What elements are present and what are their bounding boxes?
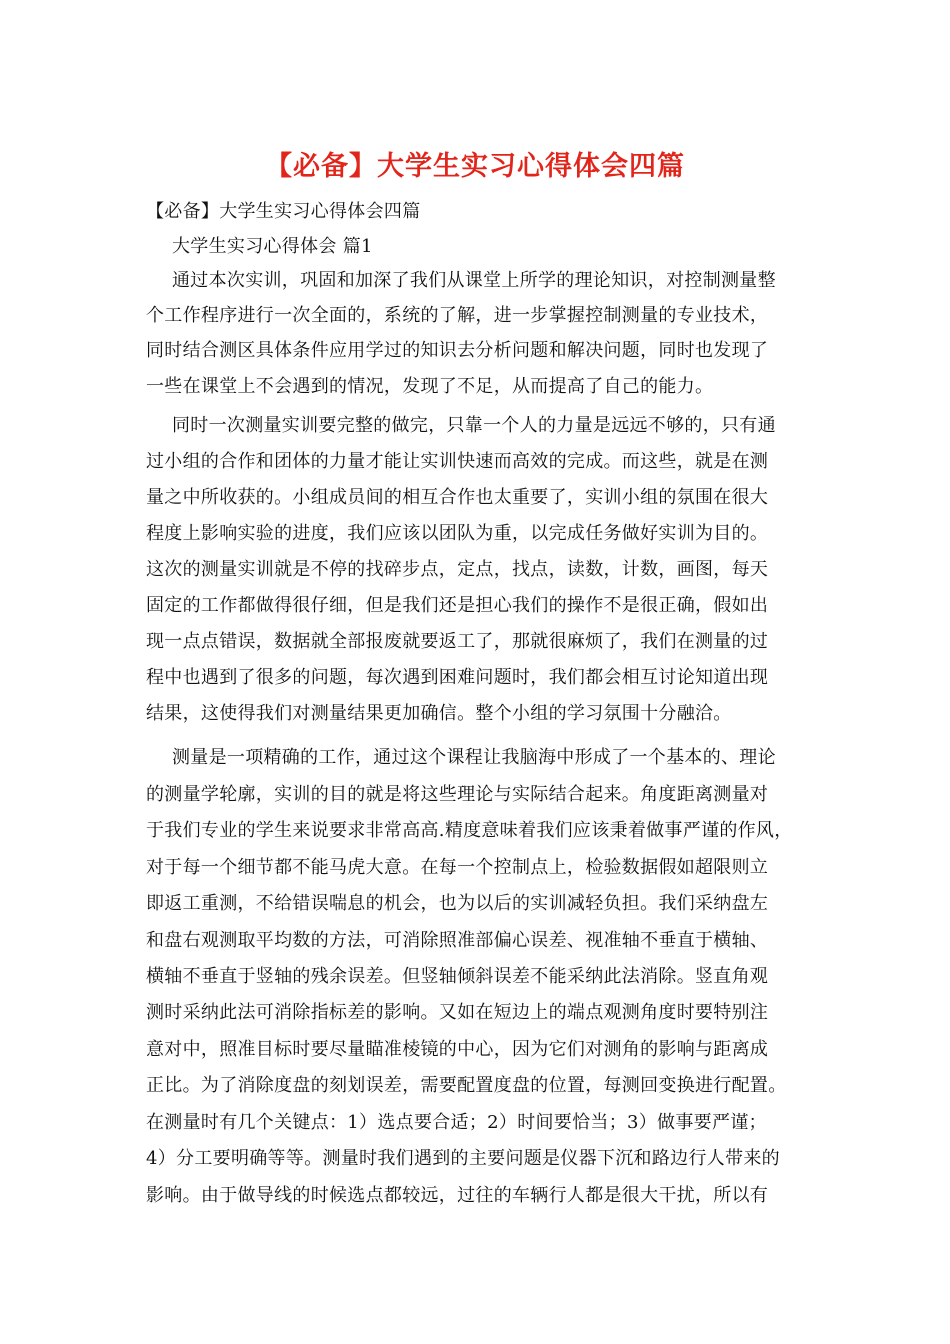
paragraph-line: 固定的工作都做得很仔细，但是我们还是担心我们的操作不是很正确，假如出	[146, 595, 769, 616]
paragraph-line: 个工作程序进行一次全面的，系统的了解，进一步掌握控制测量的专业技术，	[146, 305, 769, 326]
paragraph-line: 现一点点错误，数据就全部报废就要返工了，那就很麻烦了，我们在测量的过	[146, 631, 769, 652]
paragraph-line: 这次的测量实训就是不停的找碎步点，定点，找点，读数，计数，画图，每天	[146, 559, 769, 580]
paragraph-line: 一些在课堂上不会遇到的情况，发现了不足，从而提高了自己的能力。	[146, 376, 714, 397]
paragraph-line: 在测量时有几个关键点：1）选点要合适；2）时间要恰当；3）做事要严谨；	[146, 1112, 767, 1133]
paragraph-line: 和盘右观测取平均数的方法，可消除照准部偏心误差、视准轴不垂直于横轴、	[146, 930, 769, 951]
paragraph-line: 测量是一项精确的工作，通过这个课程让我脑海中形成了一个基本的、理论	[172, 747, 776, 768]
paragraph-line: 对于每一个细节都不能马虎大意。在每一个控制点上，检验数据假如超限则立	[146, 857, 769, 878]
paragraph-line: 于我们专业的学生来说要求非常高高.精度意味着我们应该秉着做事严谨的作风，	[146, 820, 793, 841]
paragraph-line: 正比。为了消除度盘的刻划误差，需要配置度盘的位置，每测回变换进行配置。	[146, 1075, 787, 1096]
paragraph-line: 程度上影响实验的进度，我们应该以团队为重，以完成任务做好实训为目的。	[146, 523, 769, 544]
section-heading: 大学生实习心得体会 篇1	[172, 236, 373, 257]
paragraph-line: 影响。由于做导线的时候选点都较远，过往的车辆行人都是很大干扰，所以有	[146, 1185, 769, 1206]
paragraph-line: 的测量学轮廓，实训的目的就是将这些理论与实际结合起来。角度距离测量对	[146, 784, 769, 805]
document-subtitle: 【必备】大学生实习心得体会四篇	[146, 201, 421, 222]
paragraph-line: 同时结合测区具体条件应用学过的知识去分析问题和解决问题，同时也发现了	[146, 340, 769, 361]
paragraph-line: 意对中，照准目标时要尽量瞄准棱镜的中心，因为它们对测角的影响与距离成	[146, 1039, 769, 1060]
document-title: 【必备】大学生实习心得体会四篇	[265, 151, 685, 182]
paragraph-line: 同时一次测量实训要完整的做完，只靠一个人的力量是远远不够的，只有通	[172, 415, 776, 436]
paragraph-line: 测时采纳此法可消除指标差的影响。又如在短边上的端点观测角度时要特别注	[146, 1002, 769, 1023]
paragraph-line: 程中也遇到了很多的问题，每次遇到困难问题时，我们都会相互讨论知道出现	[146, 667, 769, 688]
paragraph-line: 通过本次实训，巩固和加深了我们从课堂上所学的理论知识，对控制测量整	[172, 270, 776, 291]
paragraph-line: 量之中所收获的。小组成员间的相互合作也太重要了，实训小组的氛围在很大	[146, 487, 769, 508]
paragraph-line: 4）分工要明确等等。测量时我们遇到的主要问题是仪器下沉和路边行人带来的	[146, 1148, 780, 1169]
paragraph-line: 即返工重测，不给错误喘息的机会，也为以后的实训减轻负担。我们采纳盘左	[146, 893, 769, 914]
paragraph-line: 结果，这使得我们对测量结果更加确信。整个小组的学习氛围十分融洽。	[146, 703, 732, 724]
paragraph-line: 过小组的合作和团体的力量才能让实训快速而高效的完成。而这些，就是在测	[146, 451, 769, 472]
paragraph-line: 横轴不垂直于竖轴的残余误差。但竖轴倾斜误差不能采纳此法消除。竖直角观	[146, 966, 769, 987]
